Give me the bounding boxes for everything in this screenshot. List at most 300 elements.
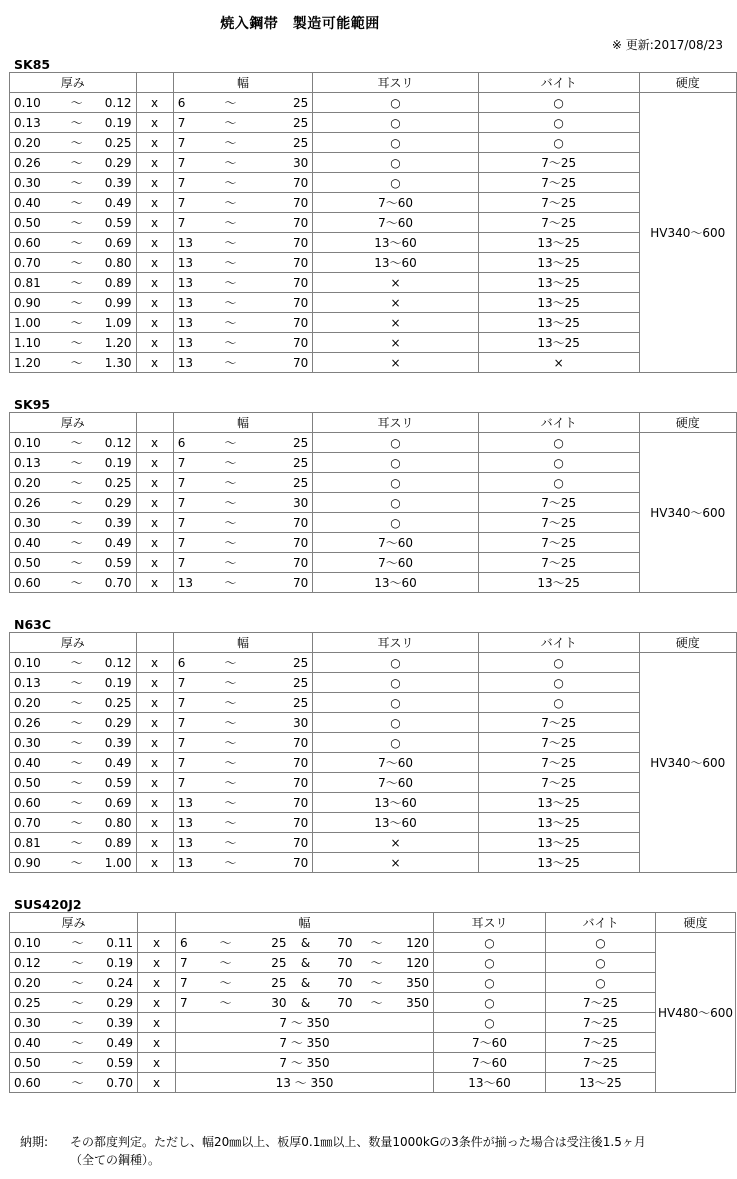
- thickness-to: 0.29: [88, 713, 136, 733]
- table-row: [10, 553, 737, 573]
- range-tilde: 〜: [203, 293, 258, 313]
- thickness-from: 0.40: [10, 753, 65, 773]
- thickness-from: 0.60: [10, 573, 65, 593]
- times-mark: x: [136, 573, 173, 593]
- width2-from: 70: [321, 993, 357, 1013]
- hardness-value: HV480〜600: [656, 933, 736, 1093]
- thickness-from: 0.10: [10, 93, 65, 113]
- width-from: 7: [173, 693, 203, 713]
- times-mark: x: [136, 533, 173, 553]
- times-mark: x: [136, 493, 173, 513]
- width-from: 7: [173, 173, 203, 193]
- header-row: [10, 413, 737, 433]
- times-mark: x: [136, 753, 173, 773]
- header-edge-slit: 耳スリ: [434, 913, 546, 933]
- thickness-from: 0.20: [10, 133, 65, 153]
- range-tilde: 〜: [203, 693, 258, 713]
- range-tilde: 〜: [65, 353, 89, 373]
- range-tilde: 〜: [65, 713, 89, 733]
- range-tilde: 〜: [66, 1013, 90, 1033]
- table-row: [10, 973, 736, 993]
- edge-slit-value: 7〜60: [313, 193, 479, 213]
- table-row: [10, 113, 737, 133]
- width-to: 70: [258, 253, 313, 273]
- table-row: [10, 493, 737, 513]
- range-tilde: 〜: [203, 93, 258, 113]
- times-mark: x: [136, 853, 173, 873]
- thickness-to: 0.39: [90, 1013, 138, 1033]
- thickness-from: 0.13: [10, 673, 65, 693]
- range-tilde: 〜: [66, 1073, 90, 1093]
- range-tilde: 〜: [203, 853, 258, 873]
- thickness-from: 1.20: [10, 353, 65, 373]
- thickness-to: 0.39: [88, 173, 136, 193]
- times-mark: x: [136, 673, 173, 693]
- width-from: 7: [173, 713, 203, 733]
- width-from: 13: [173, 833, 203, 853]
- bite-value: 7〜25: [478, 193, 639, 213]
- table-row: [10, 513, 737, 533]
- header-thickness: 厚み: [10, 913, 138, 933]
- range-tilde: 〜: [65, 793, 89, 813]
- thickness-from: 1.00: [10, 313, 65, 333]
- range-tilde: 〜: [65, 733, 89, 753]
- thickness-to: 0.89: [88, 833, 136, 853]
- range-tilde: 〜: [66, 933, 90, 953]
- times-mark: x: [136, 173, 173, 193]
- width-to: 25: [258, 133, 313, 153]
- width-to: 70: [258, 273, 313, 293]
- table-row: [10, 833, 737, 853]
- bite-value: 13〜25: [478, 793, 639, 813]
- width-from: 13: [173, 233, 203, 253]
- range-tilde: 〜: [65, 193, 89, 213]
- times-mark: x: [136, 733, 173, 753]
- thickness-from: 0.90: [10, 853, 65, 873]
- range-tilde: 〜: [65, 753, 89, 773]
- width-to: 25: [258, 693, 313, 713]
- range-tilde: 〜: [203, 133, 258, 153]
- table-row: [10, 993, 736, 1013]
- edge-slit-value: 7〜60: [434, 1053, 546, 1073]
- header-x: [138, 913, 176, 933]
- thickness-from: 0.12: [10, 953, 66, 973]
- thickness-from: 0.20: [10, 973, 66, 993]
- table-row: [10, 93, 737, 113]
- times-mark: x: [136, 253, 173, 273]
- times-mark: x: [138, 1073, 176, 1093]
- table-row: [10, 773, 737, 793]
- table-row: [10, 193, 737, 213]
- thickness-to: 0.70: [88, 573, 136, 593]
- width-to: 25: [258, 673, 313, 693]
- edge-slit-value: ○: [434, 933, 546, 953]
- header-hardness: 硬度: [639, 633, 736, 653]
- header-bite: バイト: [478, 413, 639, 433]
- header-bite: バイト: [478, 73, 639, 93]
- width-from: 7: [176, 953, 206, 973]
- width-from: 7: [173, 193, 203, 213]
- edge-slit-value: 13〜60: [313, 813, 479, 833]
- thickness-from: 0.20: [10, 473, 65, 493]
- table-row: [10, 1033, 736, 1053]
- thickness-from: 0.30: [10, 173, 65, 193]
- table-row: [10, 313, 737, 333]
- times-mark: x: [136, 793, 173, 813]
- range-tilde: 〜: [203, 533, 258, 553]
- times-mark: x: [136, 653, 173, 673]
- table-row: [10, 253, 737, 273]
- thickness-to: 0.59: [88, 553, 136, 573]
- range-tilde: 〜: [65, 313, 89, 333]
- spec-table: [9, 412, 737, 593]
- range-tilde: 〜: [65, 273, 89, 293]
- thickness-from: 0.50: [10, 553, 65, 573]
- bite-value: 7〜25: [478, 173, 639, 193]
- spec-table: [9, 72, 737, 373]
- edge-slit-value: ○: [434, 993, 546, 1013]
- bite-value: 13〜25: [478, 833, 639, 853]
- width-to: 70: [258, 793, 313, 813]
- table-row: [10, 353, 737, 373]
- range-tilde: 〜: [203, 273, 258, 293]
- bite-value: 7〜25: [478, 773, 639, 793]
- width-to: 70: [258, 233, 313, 253]
- thickness-to: 0.49: [88, 193, 136, 213]
- edge-slit-value: ○: [313, 173, 479, 193]
- range-tilde: 〜: [65, 653, 89, 673]
- width-to: 70: [258, 513, 313, 533]
- table-row: [10, 1073, 736, 1093]
- header-width: 幅: [176, 913, 434, 933]
- range-tilde: 〜: [65, 473, 89, 493]
- thickness-to: 0.99: [88, 293, 136, 313]
- thickness-from: 0.30: [10, 513, 65, 533]
- table-row: [10, 653, 737, 673]
- width-from: 7: [173, 213, 203, 233]
- times-mark: x: [136, 353, 173, 373]
- range-tilde: 〜: [65, 853, 89, 873]
- table-row: [10, 673, 737, 693]
- width-from: 13: [173, 253, 203, 273]
- width-from: 13: [173, 353, 203, 373]
- header-bite: バイト: [546, 913, 656, 933]
- width-to: 70: [258, 313, 313, 333]
- thickness-to: 0.59: [90, 1053, 138, 1073]
- notes-line-2: （全ての鋼種）。: [70, 1153, 161, 1167]
- thickness-to: 0.70: [90, 1073, 138, 1093]
- bite-value: 7〜25: [478, 493, 639, 513]
- range-tilde: 〜: [65, 433, 89, 453]
- section-label: SK85: [14, 57, 51, 72]
- width-to: 25: [258, 453, 313, 473]
- width-from: 7: [173, 133, 203, 153]
- range-tilde: 〜: [65, 253, 89, 273]
- range-tilde: 〜: [203, 213, 258, 233]
- times-mark: x: [136, 293, 173, 313]
- width-to: 70: [258, 333, 313, 353]
- times-mark: x: [136, 433, 173, 453]
- width-to: 30: [258, 153, 313, 173]
- range-tilde: 〜: [65, 833, 89, 853]
- range-tilde: 〜: [65, 293, 89, 313]
- width-from: 7: [176, 993, 206, 1013]
- thickness-to: 0.25: [88, 133, 136, 153]
- table-row: [10, 433, 737, 453]
- thickness-to: 0.19: [90, 953, 138, 973]
- width2-from: 70: [321, 933, 357, 953]
- header-bite: バイト: [478, 633, 639, 653]
- thickness-from: 0.26: [10, 153, 65, 173]
- edge-slit-value: ○: [313, 433, 479, 453]
- width-from: 7: [173, 773, 203, 793]
- bite-value: 13〜25: [478, 853, 639, 873]
- bite-value: ○: [478, 673, 639, 693]
- section-label: N63C: [14, 617, 52, 632]
- edge-slit-value: 7〜60: [313, 773, 479, 793]
- range-tilde: 〜: [65, 173, 89, 193]
- times-mark: x: [136, 273, 173, 293]
- width-range: 13 〜 350: [176, 1073, 434, 1093]
- range-tilde: 〜: [66, 1053, 90, 1073]
- bite-value: ○: [546, 953, 656, 973]
- thickness-from: 0.20: [10, 693, 65, 713]
- thickness-to: 0.12: [88, 93, 136, 113]
- thickness-to: 0.80: [88, 253, 136, 273]
- section-label: SUS420J2: [14, 897, 82, 912]
- range-tilde: 〜: [65, 333, 89, 353]
- range-tilde: 〜: [203, 793, 258, 813]
- bite-value: 7〜25: [478, 733, 639, 753]
- width-to: 25: [258, 473, 313, 493]
- times-mark: x: [136, 513, 173, 533]
- edge-slit-value: ×: [313, 313, 479, 333]
- table-row: [10, 153, 737, 173]
- edge-slit-value: ×: [313, 853, 479, 873]
- edge-slit-value: ○: [313, 653, 479, 673]
- thickness-from: 0.50: [10, 773, 65, 793]
- thickness-to: 0.19: [88, 453, 136, 473]
- range-tilde: 〜: [65, 453, 89, 473]
- edge-slit-value: ×: [313, 833, 479, 853]
- times-mark: x: [136, 153, 173, 173]
- thickness-to: 0.49: [88, 533, 136, 553]
- times-mark: x: [136, 93, 173, 113]
- table-row: [10, 573, 737, 593]
- times-mark: x: [136, 693, 173, 713]
- thickness-from: 0.13: [10, 113, 65, 133]
- edge-slit-value: ×: [313, 293, 479, 313]
- thickness-to: 0.29: [88, 153, 136, 173]
- table-row: [10, 813, 737, 833]
- thickness-from: 0.40: [10, 193, 65, 213]
- edge-slit-value: ○: [313, 733, 479, 753]
- edge-slit-value: ○: [313, 713, 479, 733]
- table-row: [10, 333, 737, 353]
- bite-value: 7〜25: [546, 993, 656, 1013]
- width-range: 7 〜 350: [176, 1053, 434, 1073]
- thickness-to: 0.12: [88, 653, 136, 673]
- range-tilde: 〜: [203, 113, 258, 133]
- table-row: [10, 233, 737, 253]
- header-thickness: 厚み: [10, 413, 137, 433]
- bite-value: 13〜25: [478, 253, 639, 273]
- thickness-from: 0.26: [10, 713, 65, 733]
- width-to: 30: [258, 713, 313, 733]
- thickness-to: 0.69: [88, 793, 136, 813]
- edge-slit-value: 7〜60: [313, 553, 479, 573]
- thickness-to: 0.49: [88, 753, 136, 773]
- width-to: 30: [246, 993, 291, 1013]
- times-mark: x: [136, 233, 173, 253]
- range-tilde: 〜: [65, 553, 89, 573]
- edge-slit-value: ○: [313, 513, 479, 533]
- bite-value: 13〜25: [478, 333, 639, 353]
- header-edge-slit: 耳スリ: [313, 73, 479, 93]
- bite-value: ○: [478, 693, 639, 713]
- thickness-to: 1.09: [88, 313, 136, 333]
- width-from: 13: [173, 293, 203, 313]
- range-tilde: 〜: [65, 93, 89, 113]
- header-hardness: 硬度: [639, 73, 736, 93]
- bite-value: 13〜25: [478, 273, 639, 293]
- thickness-from: 0.13: [10, 453, 65, 473]
- table-row: [10, 293, 737, 313]
- times-mark: x: [136, 833, 173, 853]
- width-from: 13: [173, 333, 203, 353]
- table-row: [10, 213, 737, 233]
- width-to: 70: [258, 173, 313, 193]
- width-from: 7: [173, 513, 203, 533]
- times-mark: x: [138, 1053, 176, 1073]
- times-mark: x: [136, 713, 173, 733]
- range-tilde: 〜: [66, 1033, 90, 1053]
- width-from: 13: [173, 273, 203, 293]
- table-row: [10, 953, 736, 973]
- bite-value: ○: [478, 433, 639, 453]
- range-tilde: 〜: [203, 733, 258, 753]
- thickness-from: 0.81: [10, 833, 65, 853]
- thickness-to: 0.25: [88, 693, 136, 713]
- range-tilde: 〜: [65, 573, 89, 593]
- bite-value: 7〜25: [478, 153, 639, 173]
- table-row: [10, 793, 737, 813]
- width-from: 13: [173, 573, 203, 593]
- thickness-from: 0.10: [10, 653, 65, 673]
- thickness-to: 0.29: [90, 993, 138, 1013]
- thickness-from: 0.10: [10, 433, 65, 453]
- width-to: 70: [258, 353, 313, 373]
- range-tilde: 〜: [357, 933, 397, 953]
- range-tilde: 〜: [203, 233, 258, 253]
- width-from: 7: [176, 973, 206, 993]
- bite-value: 13〜25: [546, 1073, 656, 1093]
- header-thickness: 厚み: [10, 633, 137, 653]
- range-tilde: 〜: [357, 953, 397, 973]
- thickness-to: 0.11: [90, 933, 138, 953]
- edge-slit-value: ×: [313, 273, 479, 293]
- edge-slit-value: ×: [313, 333, 479, 353]
- bite-value: ○: [546, 973, 656, 993]
- bite-value: 13〜25: [478, 233, 639, 253]
- table-row: [10, 853, 737, 873]
- width-to: 70: [258, 813, 313, 833]
- thickness-from: 0.26: [10, 493, 65, 513]
- updated-date: ※ 更新:2017/08/23: [611, 38, 723, 52]
- edge-slit-value: 7〜60: [313, 533, 479, 553]
- table-row: [10, 753, 737, 773]
- thickness-from: 0.50: [10, 213, 65, 233]
- table-row: [10, 1013, 736, 1033]
- thickness-to: 0.89: [88, 273, 136, 293]
- range-tilde: 〜: [65, 233, 89, 253]
- thickness-to: 0.80: [88, 813, 136, 833]
- bite-value: 7〜25: [478, 553, 639, 573]
- bite-value: ×: [478, 353, 639, 373]
- bite-value: ○: [478, 93, 639, 113]
- times-mark: x: [136, 133, 173, 153]
- bite-value: 7〜25: [478, 213, 639, 233]
- width-to: 70: [258, 773, 313, 793]
- edge-slit-value: 7〜60: [313, 753, 479, 773]
- thickness-from: 0.60: [10, 233, 65, 253]
- edge-slit-value: ○: [313, 673, 479, 693]
- edge-slit-value: ○: [313, 493, 479, 513]
- width-from: 7: [173, 753, 203, 773]
- spec-table-sus420j2: [9, 912, 736, 1093]
- width-to: 25: [258, 113, 313, 133]
- range-tilde: 〜: [66, 953, 90, 973]
- bite-value: 13〜25: [478, 313, 639, 333]
- spec-table: [9, 632, 737, 873]
- width-from: 7: [173, 533, 203, 553]
- bite-value: 13〜25: [478, 813, 639, 833]
- hardness-value: HV340〜600: [639, 433, 736, 593]
- range-tilde: 〜: [203, 333, 258, 353]
- thickness-to: 0.69: [88, 233, 136, 253]
- width-to: 25: [246, 953, 291, 973]
- edge-slit-value: 13〜60: [434, 1073, 546, 1093]
- header-hardness: 硬度: [639, 413, 736, 433]
- bite-value: 7〜25: [546, 1053, 656, 1073]
- thickness-from: 0.70: [10, 253, 65, 273]
- range-tilde: 〜: [65, 113, 89, 133]
- bite-value: ○: [478, 473, 639, 493]
- range-tilde: 〜: [66, 973, 90, 993]
- header-row: [10, 633, 737, 653]
- thickness-from: 0.10: [10, 933, 66, 953]
- range-tilde: 〜: [203, 713, 258, 733]
- bite-value: 13〜25: [478, 293, 639, 313]
- range-tilde: 〜: [203, 453, 258, 473]
- thickness-from: 0.30: [10, 733, 65, 753]
- width-from: 6: [176, 933, 206, 953]
- table-row: [10, 1053, 736, 1073]
- table-row: [10, 933, 736, 953]
- times-mark: x: [136, 453, 173, 473]
- width-to: 70: [258, 573, 313, 593]
- thickness-from: 0.70: [10, 813, 65, 833]
- range-tilde: 〜: [65, 513, 89, 533]
- thickness-from: 0.50: [10, 1053, 66, 1073]
- header-thickness: 厚み: [10, 73, 137, 93]
- thickness-to: 0.39: [88, 513, 136, 533]
- bite-value: ○: [478, 453, 639, 473]
- thickness-from: 0.40: [10, 533, 65, 553]
- range-tilde: 〜: [203, 653, 258, 673]
- width-from: 7: [173, 473, 203, 493]
- width-from: 7: [173, 493, 203, 513]
